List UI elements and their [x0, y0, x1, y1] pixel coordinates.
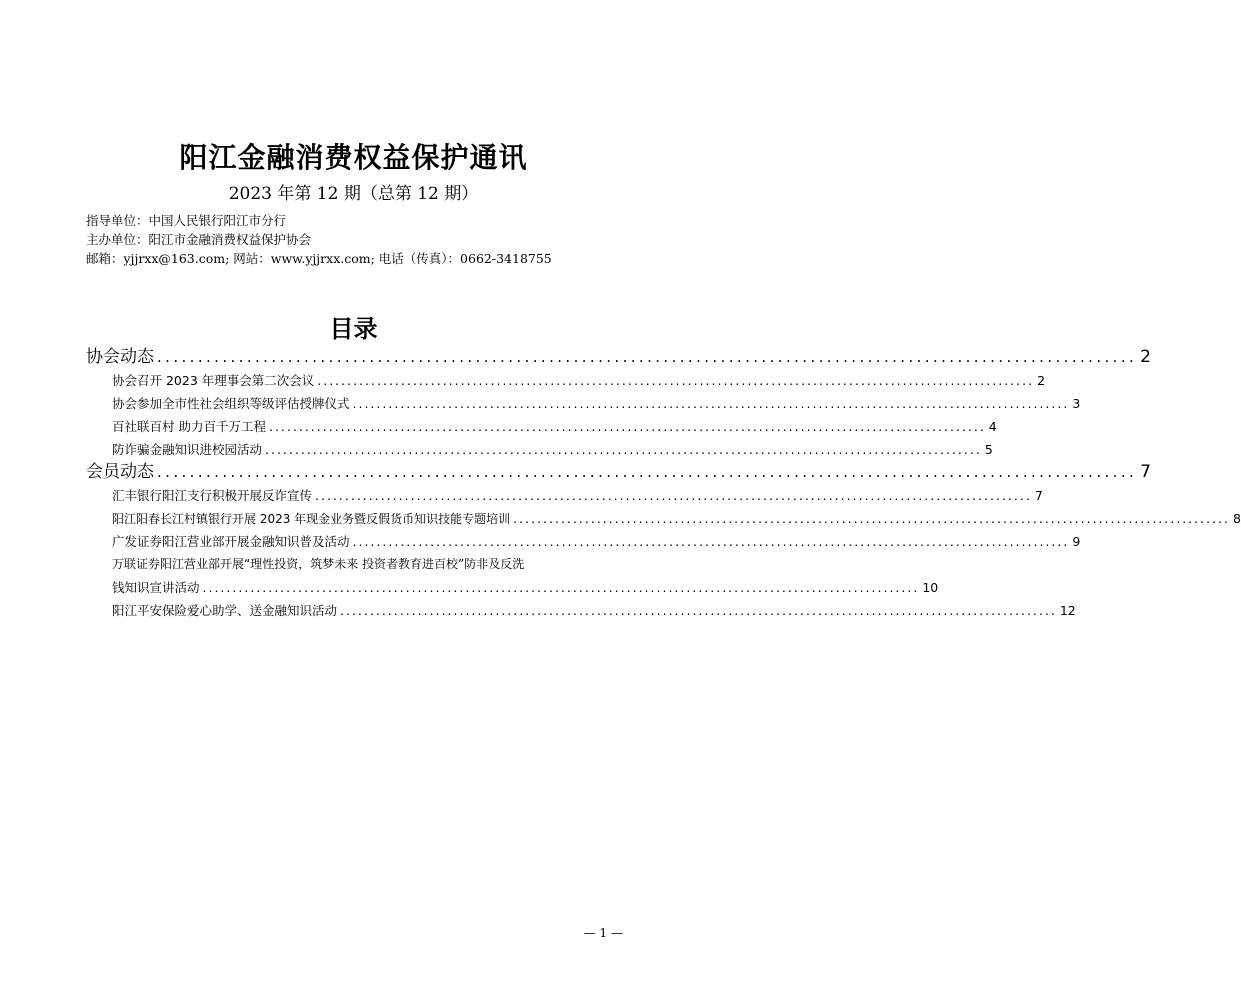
toc-item[interactable]	[86, 392, 1081, 415]
toc-section-title: 会员动态	[86, 462, 154, 482]
toc-leader: ........................................................................................................................	[202, 580, 920, 595]
toc-page-number: 2	[1037, 373, 1046, 388]
toc-leader: ........................................................................................................................	[352, 396, 1070, 411]
toc-item-title: 百社联百村 助力百千万工程	[112, 419, 266, 434]
toc-item-title-line2: 钱知识宣讲活动	[112, 580, 200, 595]
toc-item[interactable]	[86, 415, 997, 438]
toc-item-title: 阳江阳春长江村镇银行开展 2023 年现金业务暨反假货币知识技能专题培训	[112, 512, 511, 526]
toc-item-title: 协会召开 2023 年理事会第二次会议	[112, 373, 315, 388]
toc-leader: ........................................................................................................................	[352, 534, 1070, 549]
toc-item[interactable]	[86, 369, 1046, 392]
host-unit: 主办单位：阳江市金融消费权益保护协会	[86, 232, 312, 247]
contact-line: 邮箱：yjjrxx@163.com; 网站：www.yjjrxx.com; 电话（传真）：0662-3418755	[86, 251, 552, 266]
toc-leader: ........................................................................................................................	[268, 419, 986, 434]
toc-page-number: 12	[1059, 603, 1076, 618]
toc-page-number: 7	[1140, 462, 1151, 482]
toc-section-members[interactable]	[86, 461, 1151, 484]
guide-unit: 指导单位：中国人民银行阳江市分行	[86, 213, 287, 228]
toc-page-number: 8	[1232, 511, 1241, 526]
toc-item-line2	[86, 576, 939, 599]
toc-leader: ........................................................................................................................	[317, 373, 1035, 388]
toc-item-title: 防诈骗金融知识进校园活动	[112, 442, 263, 457]
toc-leader: ........................................................................................................................	[157, 463, 1138, 481]
toc-leader: ........................................................................................................................	[157, 348, 1138, 366]
toc-page-number: 4	[988, 419, 997, 434]
toc-item-title-line1: 万联证券阳江营业部开展“理性投资，筑梦未来 投资者教育进百校”防非及反洗	[112, 557, 525, 571]
issue-line: 2023 年第 12 期（总第 12 期）	[228, 184, 479, 204]
toc-item-title: 阳江平安保险爱心助学、送金融知识活动	[112, 603, 338, 618]
toc-item[interactable]	[86, 438, 993, 461]
toc-item[interactable]	[86, 484, 1043, 507]
toc-page-number: 3	[1072, 396, 1081, 411]
toc-item[interactable]	[86, 599, 1076, 622]
toc-heading: 目录	[329, 315, 378, 343]
toc-item-multiline[interactable]	[86, 553, 939, 599]
toc-item[interactable]	[86, 507, 1241, 530]
toc-item-title: 广发证券阳江营业部开展金融知识普及活动	[112, 534, 350, 549]
toc-page-number: 9	[1072, 534, 1081, 549]
toc-item-title: 协会参加全市性社会组织等级评估授牌仪式	[112, 396, 350, 411]
toc-leader: ........................................................................................................................	[340, 603, 1057, 618]
toc-page-number: 5	[984, 442, 993, 457]
toc-section-association[interactable]	[86, 346, 1151, 369]
page-number: — 1 —	[583, 926, 623, 940]
table-of-contents	[86, 346, 1241, 622]
toc-leader: ........................................................................................................................	[265, 442, 982, 457]
toc-leader: ........................................................................................................................	[513, 511, 1230, 526]
toc-page-number: 10	[922, 580, 939, 595]
document-title: 阳江金融消费权益保护通讯	[179, 141, 528, 174]
toc-page-number: 2	[1140, 347, 1151, 367]
toc-item[interactable]	[86, 530, 1081, 553]
toc-section-title: 协会动态	[86, 347, 154, 367]
toc-page-number: 7	[1034, 488, 1043, 503]
toc-item-title: 汇丰银行阳江支行积极开展反诈宣传	[112, 488, 313, 503]
toc-leader: ........................................................................................................................	[315, 488, 1032, 503]
